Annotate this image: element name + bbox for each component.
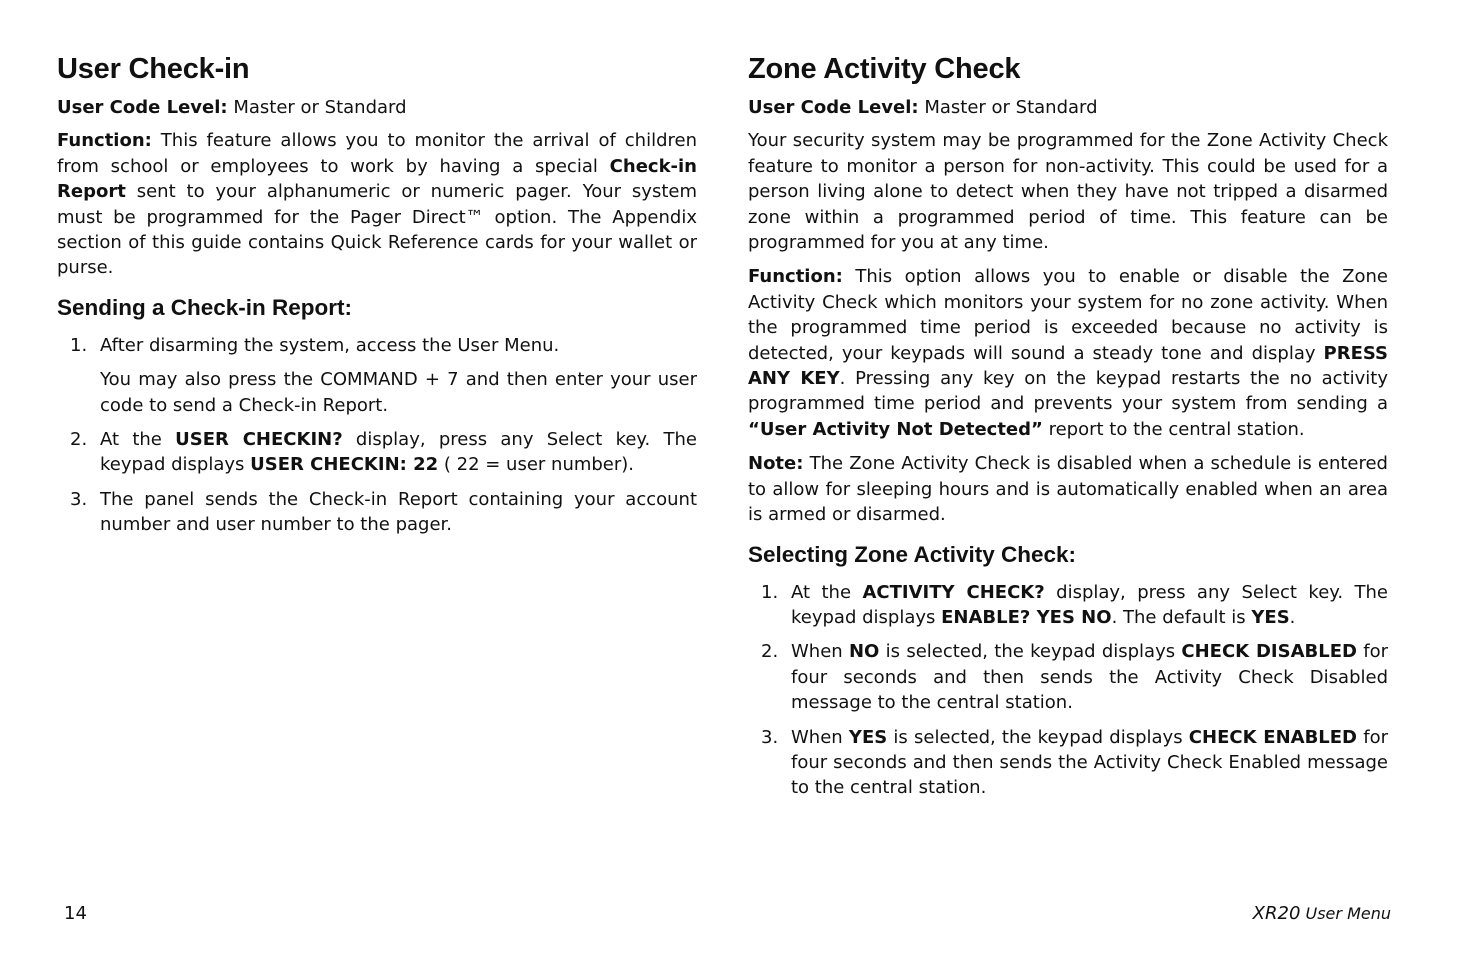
step-text-part: When bbox=[791, 726, 849, 748]
function-text: This option allows you to enable or disable the Zone Activity Check which monitors your system for no zone activity. When the programmed time period is exceeded because no activity is detected, your keypads will sound a steady tone and display bbox=[748, 266, 1388, 364]
step-text-part: At the bbox=[100, 429, 176, 451]
function-text-end: report to the central station. bbox=[1042, 418, 1305, 440]
function-text-continued: . Pressing any key on the keypad restarts the no activity programmed time period and prevents your system from sending a bbox=[748, 368, 1388, 415]
list-item bbox=[748, 580, 1388, 631]
function-label: Function: bbox=[57, 130, 152, 152]
list-item bbox=[57, 333, 697, 418]
step-text bbox=[791, 580, 1388, 631]
note-label: Note: bbox=[748, 453, 804, 475]
function-paragraph bbox=[57, 128, 697, 280]
section-title-user-check-in: User Check-in bbox=[57, 53, 250, 85]
step-number: 2. bbox=[70, 429, 88, 451]
check-in-report-term: Check-in Report bbox=[57, 155, 697, 203]
steps-list-check-in bbox=[57, 333, 697, 538]
keypad-display-text: CHECK ENABLED bbox=[1188, 726, 1358, 748]
report-name-text: “User Activity Not Detected” bbox=[748, 418, 1043, 440]
footer-guide-title bbox=[1253, 903, 1391, 924]
step-text-part: . bbox=[1289, 606, 1296, 628]
right-column bbox=[748, 50, 1388, 810]
step-text-part: is selected, the keypad displays bbox=[879, 641, 1182, 663]
step-extra-text: You may also press the COMMAND + 7 and then enter your user code to send a Check-in Report. bbox=[100, 369, 697, 416]
user-code-level-value: Master or Standard bbox=[227, 97, 407, 118]
step-text-part: ( 22 = user number). bbox=[438, 454, 635, 476]
user-code-level-label: User Code Level: bbox=[57, 97, 228, 118]
keypad-display-text: USER CHECKIN? bbox=[175, 429, 343, 451]
list-item bbox=[57, 487, 697, 538]
list-item bbox=[57, 427, 697, 478]
function-text: This feature allows you to monitor the arrival of children from school or employees to work by having a special bbox=[57, 130, 697, 177]
keypad-display-text: ENABLE? YES NO bbox=[941, 606, 1112, 628]
user-code-level-value: Master or Standard bbox=[918, 97, 1098, 118]
step-text-part: for four seconds and then sends the Activity Check Disabled message to the central station. bbox=[791, 641, 1388, 714]
step-text bbox=[791, 639, 1388, 715]
step-number: 1. bbox=[761, 581, 779, 603]
step-text bbox=[791, 725, 1388, 801]
product-name: XR20 bbox=[1252, 903, 1301, 924]
user-code-level bbox=[748, 95, 1388, 120]
keypad-display-text: NO bbox=[848, 641, 880, 663]
keypad-display-text: CHECK DISABLED bbox=[1181, 641, 1357, 663]
page-number: 14 bbox=[64, 903, 87, 924]
step-number: 3. bbox=[70, 488, 88, 510]
list-item bbox=[748, 725, 1388, 801]
function-text-continued: sent to your alphanumeric or numeric pager. Your system must be programmed for the Pager Direct™ option. The Appendix section of this guide contains Quick Reference cards for your wallet or purse. bbox=[57, 181, 697, 279]
step-text: After disarming the system, access the User Menu. bbox=[100, 334, 560, 356]
user-code-level-label: User Code Level: bbox=[748, 97, 919, 118]
function-paragraph bbox=[748, 264, 1388, 442]
step-text bbox=[100, 427, 697, 478]
user-code-level bbox=[57, 95, 697, 120]
keypad-display-text: PRESS ANY KEY bbox=[748, 342, 1388, 390]
guide-name: User Menu bbox=[1300, 904, 1391, 923]
steps-list-zone-activity bbox=[748, 580, 1388, 801]
left-column bbox=[57, 50, 697, 547]
function-label: Function: bbox=[748, 266, 843, 288]
step-text-part: display, press any Select key. The keypad displays bbox=[791, 581, 1388, 628]
step-text: The panel sends the Check-in Report containing your account number and user number to the pager. bbox=[100, 488, 697, 536]
step-text-part: display, press any Select key. The keypad displays bbox=[100, 429, 697, 476]
step-text-part: is selected, the keypad displays bbox=[887, 726, 1189, 748]
keypad-display-text: YES bbox=[848, 726, 888, 748]
step-text-part: When bbox=[791, 641, 849, 663]
step-number: 2. bbox=[761, 641, 779, 663]
step-text-part: . The default is bbox=[1111, 606, 1252, 628]
step-number: 1. bbox=[70, 334, 88, 356]
note-paragraph bbox=[748, 451, 1388, 527]
note-text: The Zone Activity Check is disabled when a schedule is entered to allow for sleeping hours and is automatically enabled when an area is armed or disarmed. bbox=[748, 453, 1388, 526]
subheading-sending-check-in-report: Sending a Check-in Report: bbox=[57, 294, 353, 320]
step-text-part: for four seconds and then sends the Activity Check Enabled message to the central station. bbox=[791, 726, 1388, 799]
section-title-zone-activity-check: Zone Activity Check bbox=[748, 53, 1021, 85]
list-item bbox=[748, 639, 1388, 715]
keypad-display-text: ACTIVITY CHECK? bbox=[862, 581, 1045, 603]
keypad-display-text: USER CHECKIN: 22 bbox=[250, 454, 439, 476]
keypad-display-text: YES bbox=[1251, 606, 1290, 628]
step-text-part: At the bbox=[791, 581, 863, 603]
subheading-selecting-zone-activity-check: Selecting Zone Activity Check: bbox=[748, 541, 1076, 567]
intro-paragraph: Your security system may be programmed for the Zone Activity Check feature to monitor a person for non-activity. This could be used for a person living alone to detect when they have not tripped a disarmed zone within a programmed period of time. This feature can be programmed for you at any time. bbox=[748, 130, 1388, 254]
step-number: 3. bbox=[761, 726, 779, 748]
